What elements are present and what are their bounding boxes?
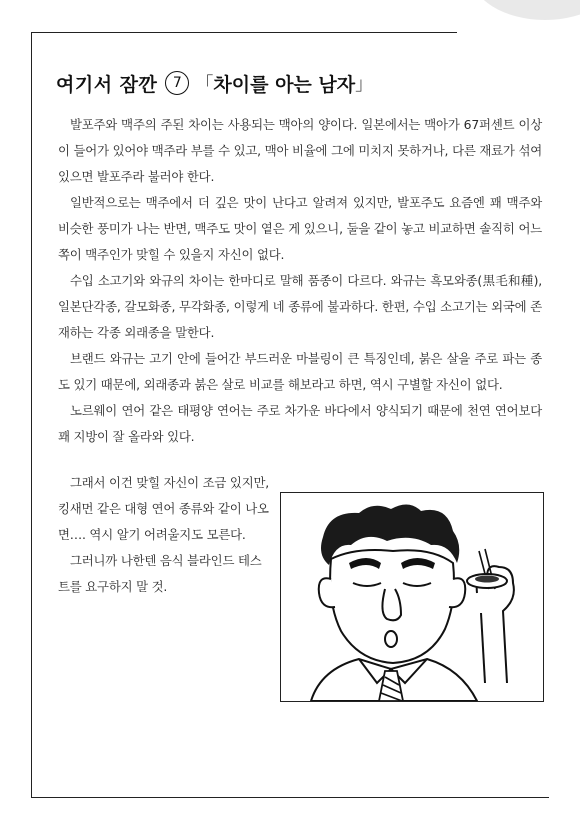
- heading-lead: 여기서 잠깐: [56, 73, 158, 96]
- cartoon-illustration: [280, 492, 544, 702]
- food-on-plate: [475, 576, 499, 583]
- heading-number-badge: 7: [165, 71, 189, 95]
- section-heading: [56, 66, 373, 100]
- heading-close-bracket: 」: [355, 74, 374, 95]
- heading-open-bracket: 「: [195, 74, 214, 95]
- frame-left-line: [31, 32, 32, 798]
- frame-top-line: [31, 32, 457, 33]
- paragraph-5: 노르웨이 연어 같은 태평양 연어는 주로 차가운 바다에서 양식되기 때문에 천연 연어보다 꽤 지방이 잘 올라와 있다.: [58, 403, 542, 444]
- frame-bottom-line: [31, 797, 549, 798]
- heading-title: 차이를 아는 남자: [213, 73, 356, 96]
- paragraph-7: 그러니까 나한텐 음식 블라인드 테스트를 요구하지 말 것.: [58, 553, 262, 594]
- paragraph-6: 그래서 이건 맞힐 자신이 조금 있지만, 킹새먼 같은 대형 연어 종류와 같이 나오면…. 역시 알기 어려울지도 모른다.: [58, 475, 269, 542]
- mouth: [385, 631, 397, 647]
- raised-arm: [481, 613, 485, 683]
- paragraph-3: 수입 소고기와 와규의 차이는 한마디로 말해 품종이 다르다. 와규는 흑모와종(黒毛和種), 일본단각종, 갈모화종, 무각화종, 이렇게 네 종류에 불과하다. 한편, 수입 소고기는 외국에 존재하는 각종 외래종을 말한다.: [58, 273, 542, 340]
- corner-decoration: [470, 0, 580, 20]
- paragraph-2: 일반적으로는 맥주에서 더 깊은 맛이 난다고 알려져 있지만, 발포주도 요즘엔 꽤 맥주와 비슷한 풍미가 나는 반면, 맥주도 맛이 옅은 게 있으니, 둘을 같이 놓고 비교하면 솔직히 어느 쪽이 맥주인가 맞힐 수 있을지 자신이 없다.: [58, 195, 542, 262]
- article-body: [58, 112, 542, 450]
- man-tasting-food-illustration: [281, 493, 543, 701]
- paragraph-4: 브랜드 와규는 고기 안에 들어간 부드러운 마블링이 큰 특징인데, 붉은 살을 주로 파는 종도 있기 때문에, 외래종과 붉은 살로 비교를 해보라고 하면, 역시 구별할 자신이 없다.: [58, 351, 542, 392]
- article-body-wrapped: [58, 470, 270, 600]
- paragraph-1: 발포주와 맥주의 주된 차이는 사용되는 맥아의 양이다. 일본에서는 맥아가 67퍼센트 이상이 들어가 있어야 맥주라 부를 수 있고, 맥아 비율에 그에 미치지 못하거나, 다른 재료가 섞여 있으면 발포주라 불러야 한다.: [58, 117, 542, 184]
